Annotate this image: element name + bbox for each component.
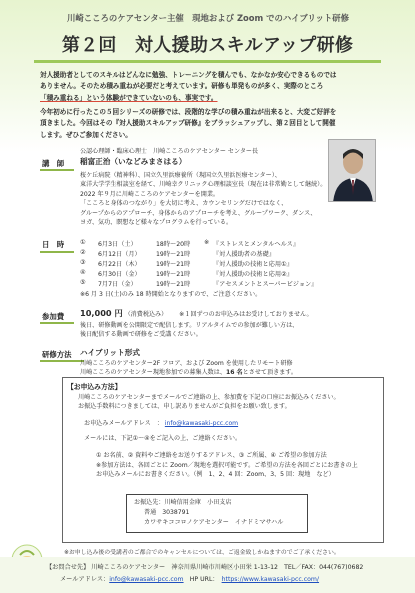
apply-email-link[interactable]: info@kawasaki-pcc.com <box>164 420 239 427</box>
schedule-num: ① <box>80 239 86 246</box>
schedule-num: ④ <box>80 269 86 276</box>
intro-paragraph-2 <box>40 107 380 141</box>
schedule-topic: 『対人援助の技術と応用②』 <box>213 271 293 278</box>
schedule-topic: 『対人援助の技術と応用①』 <box>213 261 293 268</box>
schedule-num: ③ <box>80 259 86 266</box>
bank-account: 普通 3038791 <box>144 509 190 516</box>
schedule-topic: 『アセスメントとスーパービジョン』 <box>213 281 318 288</box>
schedule-note: ※6 月 3 日(土)のみ 18 時開始となりますので、ご注意ください。 <box>80 291 262 298</box>
bio-line: 「こころと身体のつながり」を大切に考え、カウンセリングだけではなく、 <box>80 200 288 208</box>
schedule-num: ② <box>80 249 86 256</box>
schedule-time: 19時～21時 <box>156 261 191 268</box>
method-line-2-text: 川崎こころのケアセンター現地参加での募集人数は、 <box>80 369 226 376</box>
apply-line-3: メールには、下記①～④をご記入の上、ご連絡ください。 <box>84 435 242 442</box>
footer-contact <box>46 562 363 571</box>
bio-line: 東洋大学学生相談室を経て、川崎幸クリニック心理相談室長（現在は非常勤として継続）。 <box>80 181 327 189</box>
footer-url-link[interactable]: https://www.kawasaki-pcc.com/ <box>221 576 320 583</box>
fee-note-3: 後日配信する動画で研修をご受講ください。 <box>80 331 202 338</box>
schedule-label: 日 時 <box>42 240 65 249</box>
apply-items: ① お名前、② 資料やご連絡をお送りするアドレス、③ ご所属、④ ご希望の参加方法 <box>96 452 327 459</box>
instructor-label: 講 師 <box>42 159 65 168</box>
fee-tax: （消費税込み） <box>124 311 168 318</box>
method-title: ハイブリット形式 <box>80 348 140 357</box>
bio-line: 桜ケ丘病院（精神科）、国立久里浜療養所（現国立久里浜医療センター）、 <box>80 172 281 179</box>
footer-mail-link[interactable]: info@kawasaki-pcc.com <box>109 576 184 583</box>
footer-mail-label: メールアドレス： <box>60 576 110 583</box>
fee-amount: 10,000 円 <box>80 308 123 318</box>
schedule-time: 19時～21時 <box>156 281 191 288</box>
intro-line: 対人援助者としてのスキルはどんなに勉強、トレーニングを積んでも、なかなか安心できるものでは <box>40 71 337 79</box>
fee-line <box>80 309 313 319</box>
bio-line: グループからのアプローチ、身体からのアプローチを考え、グループワーク、ダンス、 <box>80 209 317 217</box>
intro-line: します。ぜひご参加ください。 <box>40 130 132 139</box>
instructor-photo <box>328 139 376 202</box>
method-line-2 <box>80 368 297 377</box>
instructor-name: 稲富正治（いなどみまさはる） <box>80 157 187 166</box>
instructor-affiliation: 公認心理師・臨床心理士 川崎こころのケアセンター センター長 <box>80 148 259 155</box>
title-divider <box>34 60 381 63</box>
apply-line-2: お振込手数料につきましては、申し訳ありませんがご負担をお願い致します。 <box>78 403 291 410</box>
apply-items-note-1: ※参加方法は、各回ごとに Zoom／現地を選択可能です。ご希望の方法を各回ごとにお書きの上 <box>96 462 358 469</box>
footer-url-label: HP URL： <box>183 576 219 583</box>
schedule-time: 19時～21時 <box>156 271 191 278</box>
schedule-num: ⑤ <box>80 279 86 286</box>
method-capacity: 16 名 <box>225 369 243 376</box>
intro-line: 「積み重ねる」という体験ができていないのも、事実です。 <box>40 93 218 102</box>
intro-line: ありません。そのため積み重ねが必要だと考えています。研修も単発ものが多く、実際のところ <box>40 82 324 91</box>
apply-items-note-2: お申込みメールにお書きください。（例 1、2、4 回：Zoom、3、5 回：現地 など） <box>96 471 335 478</box>
footer-org: 川崎こころのケアセンター 神奈川県川崎市川崎区小田栄 1-13-12 TEL／FAX：044(767)0682 <box>91 564 364 571</box>
intro-line: 今年初めに行ったこの５回シリーズの研修では、段階的な学びの積み重ねが出来ると、大変ご好評を <box>40 108 337 116</box>
portrait-icon <box>329 140 376 202</box>
method-line-1: 川崎こころのケアセンター2F フロア、および Zoom を使用したリモート研修 <box>80 360 293 367</box>
bio-line: 2022 年９月に川崎こころのケアセンターを開業。 <box>80 190 220 198</box>
method-label: 研修方法 <box>42 350 72 359</box>
schedule-topic: 『ストレスとメンタルヘルス』 <box>213 241 300 248</box>
schedule-date: 7月7日（金） <box>98 281 137 288</box>
page-title: 第２回 対人援助スキルアップ研修 <box>61 35 354 56</box>
bio-line: ヨガ、気功、瞑想など様々なプログラムを行っている。 <box>80 219 233 227</box>
schedule-mark: ※ <box>204 239 210 246</box>
fee-label-underline <box>40 322 74 324</box>
schedule-date: 6月30日（金） <box>98 271 141 278</box>
footer-contact-label: 【お問合せ先】 <box>46 564 90 571</box>
intro-line: 頂きました。今回はその『対人援助スキルアップ研修』をブラッシュアップし、第２回目として開催 <box>40 119 336 128</box>
schedule-date: 6月22日（木） <box>98 261 141 268</box>
instructor-bio <box>80 171 326 227</box>
footer-links <box>60 574 319 583</box>
schedule-time: 19時～21時 <box>156 251 191 258</box>
apply-email-row <box>84 419 238 428</box>
schedule-topic: 『対人援助者の基礎』 <box>213 251 275 258</box>
cancel-note: ※お申し込み後の受講者のご都合でのキャンセルについては、ご返金致しかねますのでご了承ください。 <box>64 550 340 556</box>
schedule-date: 6月12日（月） <box>98 251 141 258</box>
schedule-time: 18時～20時 <box>156 241 191 248</box>
schedule-label-underline <box>40 251 74 253</box>
schedule-date: 6月3日（土） <box>98 241 137 248</box>
bank-name: お振込先：川崎信用金庫 小田支店 <box>134 499 232 506</box>
fee-note-1: ※１回ずつのお申込みはお受けしておりません。 <box>179 311 313 318</box>
apply-line-1: 川崎こころのケアセンターまでメールでご連絡の上、参加費を下記の口座にお振込みください。 <box>78 394 340 401</box>
header-subtitle: 川崎こころのケアセンター主催 現地および Zoom でのハイブリット研修 <box>66 13 350 23</box>
apply-email-label: お申込みメールアドレス ： <box>84 420 163 427</box>
instructor-label-underline <box>40 169 74 171</box>
intro-paragraph-1 <box>40 70 380 104</box>
bank-holder: カワサキココロノケアセンター イナドミマサハル <box>144 519 284 526</box>
method-line-2-tail: とさせて頂きます。 <box>242 369 298 376</box>
fee-note-2: 後日、研修動画を公開限定で配信します。リアルタイムでの参加が難しい方は、 <box>80 322 299 329</box>
application-title: 【お申込み方法】 <box>67 383 122 391</box>
method-label-underline <box>40 360 84 362</box>
fee-label: 参加費 <box>42 312 65 321</box>
